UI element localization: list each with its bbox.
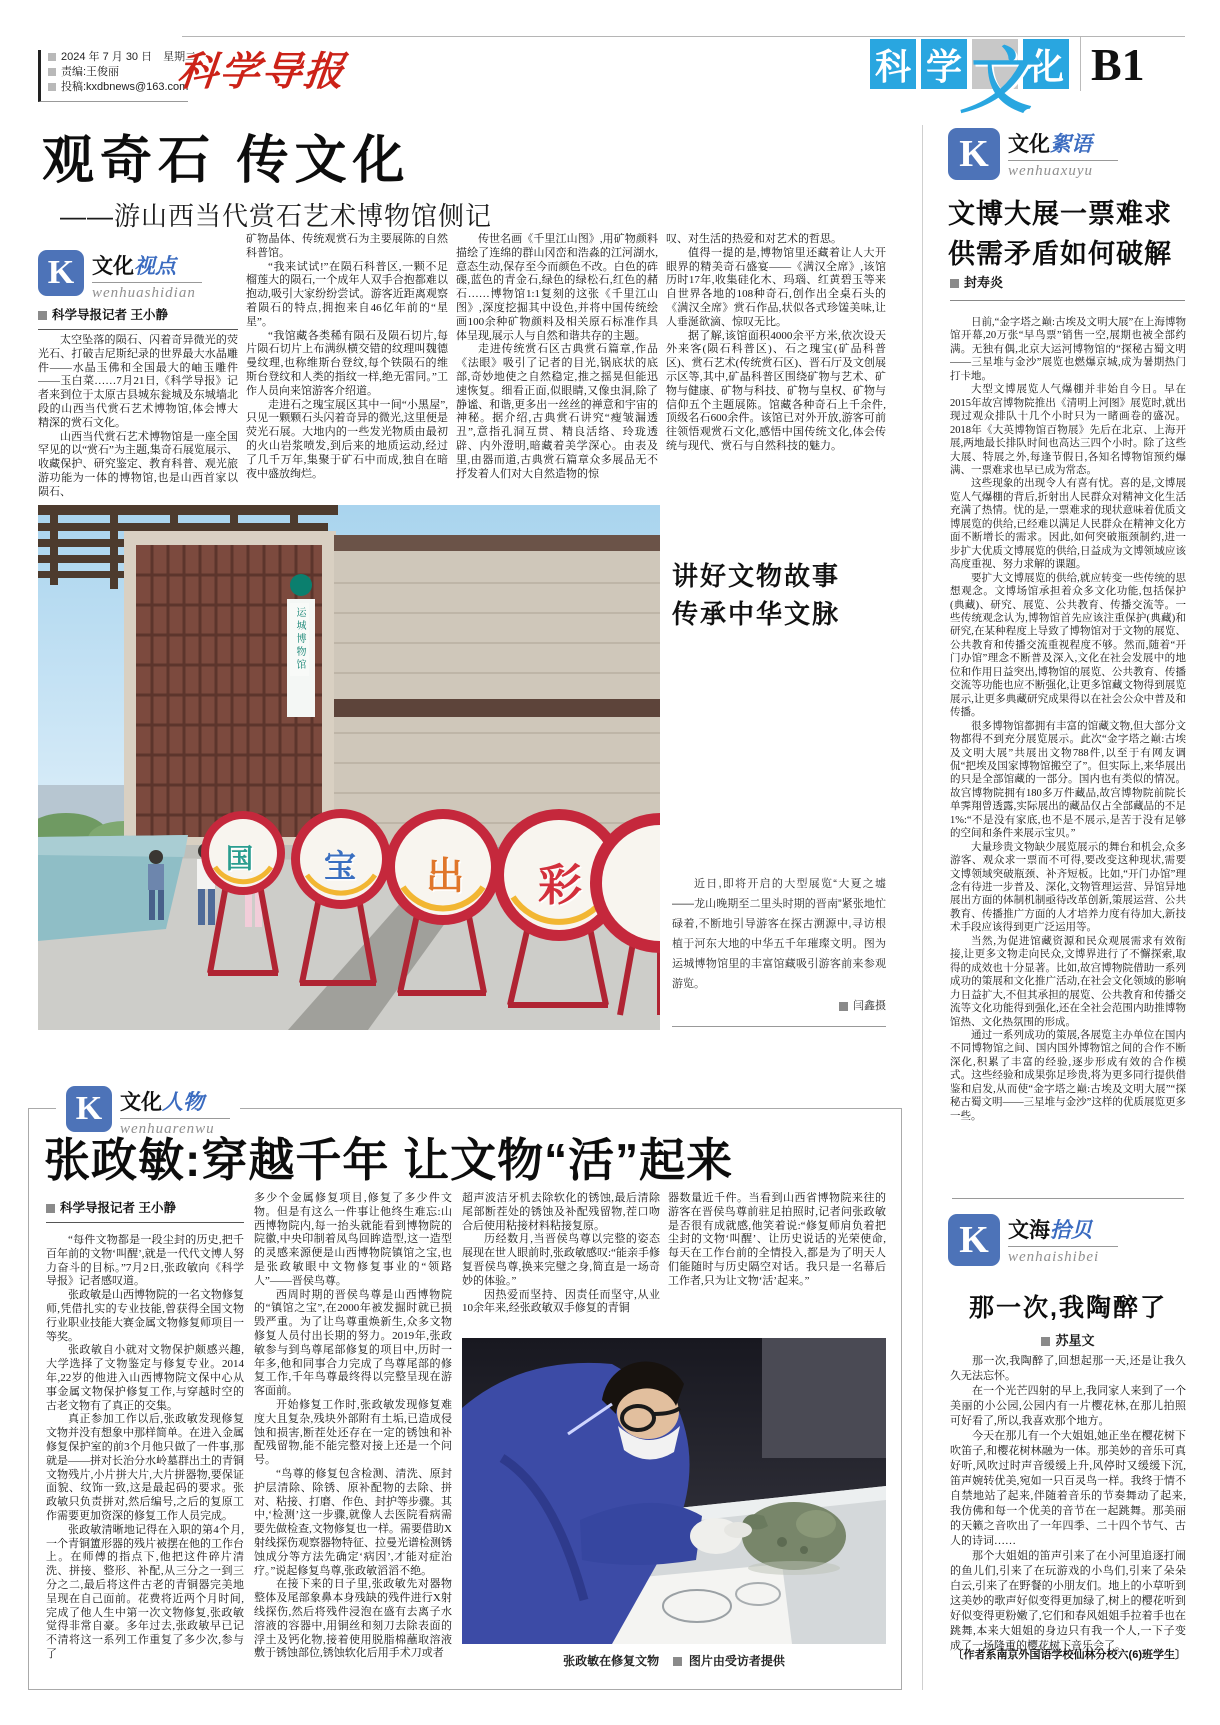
paragraph: 山西当代赏石艺术博物馆是一座全国罕见的以“赏石”为主题,集奇石展览展示、收藏保护、研究鉴定、教育科普、观光旅游功能为一体的博物馆,也是山西首家以陨石、 [38, 430, 238, 498]
caption-text: 近日,即将开启的大型展览“大夏之墟——龙山晚期至二里头时期的晋南”紧张地忙碌着,不断地引导游客在探古溯源中,寻访根植于河东大地的中华五千年璀璨文明。图为运城博物馆里的丰富馆藏吸引游客前来参观游览。 [672, 878, 886, 990]
paragraph: 要扩大文博展览的供给,就应转变一些传统的思想观念。文博场馆承担着众多文化功能,包括保护(典藏)、研究、展览、公共教育、传播交流等。一些传统观念认为,博物馆首先应该注重保护(典藏)和研究,在某种程度上导致了博物馆对于文物的展览、公共教育和传播交流重视程度不够。然而,随着“开门办馆”理念不断普及深入,文化在社会发展中的地位和作用日益突出,博物馆的展览、公共教育、传播交流等功能也应不断强化,让更多馆藏文物得到展览展示,让更多典藏研究成果得以在社会公众中普及和传播。 [950, 572, 1186, 719]
paragraph: 当然,为促进馆藏资源和民众观展需求有效衔接,让更多文物走向民众,文博界进行了不懈探索,取得的成效也十分显著。比如,故宫博物院借助一系列成功的策展和文化推广活动,在社会文化领域的影响力日益扩大,不但其承担的展览、公共教育和传播交流等文化功能得到强化,还在全社会范围内助推博物馆热、文化热氛围的形成。 [950, 935, 1186, 1028]
section-logo-wenhua-shidian [38, 250, 202, 302]
photo-feature-sidebar [672, 505, 886, 1027]
masthead-logo: 科学导报 [175, 49, 349, 94]
main-article-col4 [666, 233, 886, 500]
wall-patch [762, 1338, 886, 1458]
section-pinyin: wenhuaxuyu [1008, 163, 1093, 179]
paragraph: 矿物晶体、传统观赏石为主要展陈的自然科普馆。 [246, 233, 448, 259]
photo-feature-headline-line2: 传承中华文脉 [672, 599, 841, 629]
k-logo-text [1008, 1214, 1118, 1266]
paragraph: “鸟尊的修复包含检测、清洗、原封护层清除、除锈、原补配物的去除、拼对、粘接、打磨、作色、封护等步骤。其中,‘检测’这一步骤,就像人去医院看病需要先做检查,文物修复也一样。需要借助X射线探伤观察器物特征、拉曼光谱检测锈蚀成分等方法先确定‘病因’,才能对症治疗。”说起修复鸟尊,张政敏滔滔不绝。 [254, 1467, 452, 1577]
k-logo-icon: K [66, 1086, 112, 1132]
paragraph: 开始修复工作时,张政敏发现修复难度大且复杂,残块外部附有土垢,已造成侵蚀和损害,断茬处还存在一定的锈蚀和补配残留物,能不能完整对接上还是一个问号。 [254, 1398, 452, 1467]
paragraph: 张政敏清晰地记得在入职的第4个月,一个青铜簠形器的残片被摆在他的工作台上。在师傅的指点下,他把这件碎片清洗、拼接、整形、补配,从三分之一到三分之二,最后将这件古老的青铜器完美地呈现在自己面前。花费将近两个月时间,完成了他人生中第一次文物修复,张政敏觉得非常自豪。多年过去,张政敏早已记不清将这一系列工作重复了多少次,参与了 [46, 1523, 244, 1660]
section-label-blue: 拾贝 [1050, 1218, 1092, 1242]
section-pinyin: wenhaishibei [1008, 1249, 1100, 1265]
paragraph: 那个大姐姐的笛声引来了在小河里追逐打闹的鱼儿们,引来了在玩游戏的小鸟们,引来了朵朵白云,引来了在野餐的小朋友们。地上的小草听到这美妙的歌声好似变得更加绿了,树上的樱花听到好似变得更粉嫩了,它们和春风姐姐手拉着手也在跳舞,本来大姐姐的身边只有我一个人,一下子变成了一场隆重的樱花树下音乐会了。 [950, 1550, 1186, 1652]
paragraph: 多少个金属修复项目,修复了多少件文物。但是有这么一件事让他终生难忘:山西博物院内,每一抬头就能看到博物院的院徽,中央印制着凤鸟回眸造型,这一造型的灵感来源便是山西博物院镇馆之宝,也是张政敏眼中文物修复事业的“领路人”——晋侯鸟尊。 [254, 1192, 452, 1287]
issue-editor-row [48, 65, 188, 80]
issue-editor: 责编:王俊丽 [61, 66, 120, 78]
drum-character: 彩 [538, 861, 582, 910]
banner-char-box-wen [960, 39, 1033, 122]
museum-drums-photo [38, 505, 660, 1030]
renwu-article-col2 [254, 1192, 452, 1684]
paragraph: 通过一系列成功的策展,各展览主办单位在国内不同博物馆之间、国内国外博物馆之间的合作不断深化,积累了丰富的经验,逐步形成有效的合作模式。这些经验和成果弥足珍贵,将为更多同行提供借鉴和启发,从而使“金字塔之巅:古埃及文明大展”“探秘古蜀文明——三星堆与金沙”这样的优质展览更多一些。 [950, 1030, 1186, 1122]
section-pinyin: wenhuarenwu [120, 1121, 215, 1137]
museum-emblem [290, 574, 312, 596]
caption-credit: 图片由受访者提供 [688, 1654, 785, 1668]
section-label-blue: 视点 [134, 254, 176, 278]
glove-fingers [724, 1522, 752, 1538]
paragraph: “每件文物都是一段尘封的历史,把千百年前的文物‘叫醒’,就是一代代文博人努力奋斗的目标。”7月2日,张政敏向《科学导报》记者感叹道。 [46, 1234, 244, 1288]
section-label-blue: 人物 [162, 1090, 204, 1114]
main-article-title: 观奇石 传文化 [42, 132, 411, 190]
banner-divider [1080, 37, 1081, 91]
paragraph: 那一次,我陶醉了,回想起那一天,还是让我久久无法忘怀。 [950, 1355, 1186, 1382]
author-bullet-icon [1041, 1337, 1050, 1346]
restorer-photo [462, 1338, 886, 1644]
credit-bullet-icon [839, 1002, 848, 1011]
banner-char: 化 [1027, 45, 1064, 87]
paragraph: 太空坠落的陨石、闪着奇异微光的荧光石、打破吉尼斯纪录的世界最大水晶雕件——水晶玉佛和全国最大的岫玉雕件——玉白菜……7月21日,《科学导报》记者来到位于太原古县城东瓮城及东城墙北段的山西当代赏石艺术博物馆,体会博大精深的赏石文化。 [38, 334, 238, 429]
section-banner [870, 37, 1145, 122]
shibei-article-footnote: 〔作者系南京外国语学校仙林分校六(6)班学生〕 [952, 1649, 1186, 1661]
byline-bullet-icon [38, 311, 47, 320]
paragraph: 张政敏自小就对文物保护颇感兴趣,大学选择了文物鉴定与修复专业。2014年,22岁的他进入山西博物院文保中心从事金属文物保护修复工作,与穿越时空的古老文物有了真正的交集。 [46, 1344, 244, 1412]
photo-feature-headline [672, 557, 886, 633]
vertical-divider [922, 125, 923, 1690]
banner-char: 学 [925, 45, 962, 87]
section-label-black: 文海 [1008, 1219, 1050, 1242]
main-article-col1 [38, 334, 238, 500]
k-logo-text [92, 250, 202, 302]
paragraph: 张政敏是山西博物院的一名文物修复师,凭借扎实的专业技能,曾获得全国文物行业职业技能大赛金属文物修复师项目一等奖。 [46, 1289, 244, 1343]
main-article-subtitle: ——游山西当代赏石艺术博物馆侧记 [60, 201, 493, 231]
paragraph: 器数量近千件。当看到山西省博物院来往的游客在晋侯鸟尊前驻足拍照时,记者问张政敏是否很有成就感,他笑着说:“修复师肩负着把尘封的文物‘叫醒’、让历史说话的光荣使命,每天在工作台前的全情投入,都是为了明天人们能随时与历史隔空对话。我只是一名幕后工作者,只为让文物‘活’起来。” [668, 1192, 886, 1287]
renwu-article-byline [46, 1198, 244, 1223]
issue-date: 2024 年 7 月 30 日 星期二 [61, 51, 197, 63]
section-label-blue: 絮语 [1050, 132, 1092, 156]
bullet-icon [48, 83, 56, 91]
shibei-article-body [950, 1354, 1186, 1654]
paragraph: 历经数月,当晋侯鸟尊以完整的姿态展现在世人眼前时,张政敏感叹:“能亲手修复晋侯鸟尊,换来完璧之身,简直是一场奇妙的体验。” [462, 1233, 660, 1287]
bullet-icon [48, 53, 56, 61]
main-article-col3 [456, 233, 658, 500]
byline-text: 科学导报记者 王小静 [52, 308, 168, 322]
section-label-black: 文化 [92, 255, 134, 278]
paragraph: 真正参加工作以后,张政敏发现修复文物并没有想象中那样简单。在进入金属修复保护室的前3个月他只做了一件事,那就是——拼对长治分水岭墓群出土的青铜文物残片,小片拼大片,大片拼器物,要保证面貌、纹饰一致,这是最起码的要求。张政敏只负责拼对,然后编号,之后的复原工作需要更加资深的修复工作人员完成。 [46, 1413, 244, 1522]
paragraph: 传世名画《千里江山图》,用矿物颜料描绘了连绵的群山冈峦和浩淼的江河湖水,意态生动,保存至今而颜色不改。白色的砗磲,蓝色的青金石,绿色的绿松石,红色的赭石……博物馆1:1复刻的这张《千里江山图》,深度挖掘其中设色,并将中国传统绘画100余种矿物颜料及相关原石标准作具体呈现,展示人与自然和谐共存的主题。 [456, 233, 658, 342]
paragraph: “我馆藏各类稀有陨石及陨石切片,每片陨石切片上布满纵横交错的纹理叫魏德曼纹理,也称维斯台登纹,每个铁陨石的维斯台登纹和人类的指纹一样,绝无雷同。”工作人员向来馆游客介绍道。 [246, 329, 448, 397]
cornice [334, 535, 660, 551]
renwu-article-col1 [46, 1234, 244, 1684]
author-name: 苏星文 [1055, 1333, 1095, 1348]
renwu-article-col4 [668, 1192, 886, 1334]
paragraph: 今天在那儿有一个大姐姐,她正坐在樱花树下吹笛子,和樱花树林融为一体。那美妙的音乐可真好听,风吹过时声音缓缓上升,风停时又缓缓下沉,笛声婉转优美,宛如一只百灵鸟一样。我终于情不自禁地站了起来,伴随着音乐的节奏舞动了起来,我仿佛和每一个优美的音节在一起跳舞。那美丽的天籁之音吹出了一年四季、二十四个节气、古人的诗词…… [950, 1430, 1186, 1547]
photo-feature-headline-line1: 讲好文物故事 [672, 561, 841, 591]
section-logo-wenhua-xuyu [948, 128, 1118, 180]
author-bullet-icon [950, 279, 959, 288]
paragraph: 走进石之瑰宝展区其中一间“小黑屋”,只见一颗颗石头闪着奇异的微光,这里便是荧光石展。大地内的一些发光物质由最初的火山岩浆喷发,到后来的地质运动,经过了几千万年,集聚于矿石中而成,独自在暗夜中盛放绚烂。 [246, 398, 448, 480]
paragraph: 西周时期的晋侯鸟尊是山西博物院的“镇馆之宝”,在2000年被发掘时就已损毁严重。为了让鸟尊重焕新生,众多文物修复人员付出长期的努力。2019年,张政敏参与到鸟尊尾部修复的项目中,历时一年多,他和同事合力完成了鸟尊尾部的修复工作,千年鸟尊最终得以完整呈现在游客面前。 [254, 1288, 452, 1398]
paragraph: 在接下来的日子里,张政敏先对器物整体及尾部象鼻本身残缺的残件进行X射线探伤,然后将残件浸泡在盛有去离子水溶液的容器中,用铜丝和刻刀去除表面的浮土及钙化物,接着使用脱脂棉蘸取溶液敷于锈蚀部位,锈蚀软化后用手术刀或者 [254, 1578, 452, 1660]
paragraph: 值得一提的是,博物馆里还藏着让人大开眼界的精美奇石盛宴——《满汉全席》,该馆历时17年,收集硅化木、玛瑙、红黄碧玉等来自世界各地的108种奇石,创作出全桌石头的《满汉全席》赏石作品,状似各式珍馐美味,让人垂涎欲滴、惊叹无比。 [666, 246, 886, 328]
xuyu-article-body [950, 316, 1186, 1184]
banner-char: 科 [874, 45, 911, 87]
drum-character: 国 [226, 844, 253, 874]
restorer-photo-caption [462, 1652, 886, 1669]
k-logo-icon: K [948, 1214, 1000, 1266]
xuyu-title-line2: 供需矛盾如何破解 [948, 239, 1172, 269]
caption-text: 张政敏在修复文物 [563, 1654, 660, 1668]
k-logo-text [1008, 128, 1118, 180]
renwu-article-col3 [462, 1192, 660, 1334]
section-logo-wenhai-shibei [948, 1214, 1118, 1266]
xuyu-title-line1: 文博大展一票难求 [948, 199, 1172, 229]
paragraph: 走进传统赏石区古典赏石篇章,作品《法眼》吸引了记者的目光,锅底状的底部,奇妙地使之自然稳定,推之摇晃但能迅速恢复。细看正面,似眼睛,又像虫洞,除了静谧、和谐,更多出一丝丝的禅意和宇宙的神秘。据介绍,古典赏石讲究“瘦皱漏透丑”,意指孔洞互贯、精良活络、玲珑透辟、内外澄明,暗藏着美学深心。由表及里,由器而道,古典赏石篇章众多展品无不抒发着人们对大自然造物的惊 [456, 343, 658, 480]
section-label-black: 文化 [120, 1091, 162, 1114]
photo-feature-caption [672, 874, 886, 1027]
banner-char-box [870, 39, 916, 89]
paragraph: 超声波洁牙机去除软化的锈蚀,最后清除尾部断茬处的锈蚀及补配残留物,茬口吻合后使用粘接材料粘接复原。 [462, 1192, 660, 1232]
paragraph: 这些现象的出现令人有喜有忧。喜的是,文博展览人气爆棚的背后,折射出人民群众对精神文化生活充满了热情。忧的是,一票难求的现状意味着优质文博展览的供给,已经难以满足人民群众在精神文化方面不断增长的需求。因此,如何突破瓶颈制约,进一步扩大优质文博展览的供给,日益成为文博领域应该高度重视、努力求解的课题。 [950, 478, 1186, 571]
byline-bullet-icon [46, 1204, 55, 1213]
meander-band [334, 699, 660, 717]
issue-email: 投稿:kxdbnews@163.com [61, 81, 189, 93]
paragraph: 叹、对生活的热爱和对艺术的哲思。 [666, 233, 842, 245]
xuyu-article-title [948, 194, 1172, 274]
paragraph: 大量珍贵文物缺少展览展示的舞台和机会,众多游客、观众求一票而不可得,要改变这种现状,需要文博领域突破瓶颈、补齐短板。比如,“开门办馆”理念有待进一步普及、深化,文物管理运营、异馆异地展出方面的体制机制亟待改革创新,策展运营、公共教育、传播推广方面的人才培养力度有待加大,新技术手段应该得到更广泛运用等。 [950, 841, 1186, 934]
author-name: 封寿炎 [964, 275, 1004, 290]
shibei-article-author [950, 1330, 1186, 1349]
byline-text: 科学导报记者 王小静 [60, 1201, 176, 1215]
issue-email-row [48, 80, 188, 95]
renwu-article-title: 张政敏:穿越千年 让文物“活”起来 [44, 1134, 734, 1186]
photo-credit: 闫鑫摄 [853, 1000, 886, 1012]
paragraph: 据了解,该馆面积4000余平方米,依次设天外来客(陨石科普区)、石之瑰宝(矿品科普区)、赏石艺术(传统赏石区)、晋石厅及文创展示区等,其中,矿晶科普区围绕矿物与艺术、矿物与健康、矿物与科技、矿物与皇权、矿物与信仰五个主题展陈。馆藏各种奇石上千余件,顶级名石600余件。该馆已对外开放,游客可前往领悟观赏石文化,感悟中国传统文化,体会传统与现代、赏石与自然科技的魅力。 [666, 329, 886, 452]
main-article-byline [38, 305, 238, 330]
section-label-black: 文化 [1008, 133, 1050, 156]
issue-date-row [48, 50, 197, 65]
xuyu-article-author [950, 272, 1185, 301]
museum-sign-text: 运城博物馆 [290, 603, 309, 676]
section-pinyin: wenhuashidian [92, 285, 196, 301]
k-logo-icon: K [38, 250, 84, 296]
drum-character: 出 [426, 856, 465, 898]
bronze-artifact [742, 1502, 846, 1575]
paragraph: 日前,“金字塔之巅:古埃及文明大展”在上海博物馆开幕,20万张“早鸟票”销售一空,展期也被全部约满。无独有偶,北京大运河博物馆的“探秘古蜀文明——三星堆与金沙”展览也燃爆京城,成为暑期热门打卡地。 [950, 317, 1186, 382]
shibei-article-title: 那一次,我陶醉了 [969, 1294, 1167, 1322]
paragraph: 很多博物馆都拥有丰富的馆藏文物,但大部分文物都得不到充分展览展示。此次“金字塔之巅:古埃及文明大展”共展出文物788件,以至于有网友调侃“把埃及国家博物馆搬空了”。但实际上,来华展出的只是全部馆藏的一部分。国内也有类似的情况。故宫博物院拥有180多万件藏品,故宫博物院前院长单霁翔曾透露,实际展出的藏品仅占全部藏品的不足1%:“不是没有家底,也不是不展示,是苦于没有足够的空间和条件来展示宝贝。” [950, 720, 1186, 840]
paragraph: 在一个光芒四射的早上,我同家人来到了一个美丽的小公园,公园内有一片樱花林,在那儿拍照可好看了,所以,我喜欢那个地方。 [950, 1385, 1186, 1427]
bullet-icon [48, 68, 56, 76]
restorer-illustration [462, 1338, 886, 1644]
paragraph: 大型文博展览人气爆棚并非始自今日。早在2015年故宫博物院推出《清明上河图》展览时,就出现过观众排队十几个小时只为一睹画卷的盛况。2018年《大英博物馆百物展》先后在北京、上海开展,两地最长排队时间也高达三四个小时。除了这些大展、特展之外,每逢节假日,各知名博物馆预约爆满、一票难求也早已成为常态。 [950, 384, 1186, 476]
photo-credit-row [672, 996, 886, 1016]
right-column-separator [952, 1198, 1184, 1199]
main-article-col2 [246, 233, 448, 500]
drum-character: 宝 [324, 848, 357, 884]
issue-info-block [38, 50, 197, 102]
museum-drums-illustration [38, 505, 660, 1030]
k-logo-icon: K [948, 128, 1000, 180]
banner-char-script: 文 [960, 42, 1033, 122]
caption-bullet-icon [673, 1657, 682, 1666]
pond-highlight [38, 835, 188, 857]
page-number: B1 [1091, 38, 1145, 90]
paragraph: “我来试试!”在陨石科普区,一颗不足榴莲大的陨石,一个成年人双手合抱都难以抱动,吸引大家纷纷尝试。游客近距离观察着陨石的特点,拥抱来自46亿年前的“星星”。 [246, 260, 448, 328]
paragraph: 因热爱而坚持、因责任而坚守,从业10余年来,经张政敏双手修复的青铜 [462, 1288, 660, 1315]
